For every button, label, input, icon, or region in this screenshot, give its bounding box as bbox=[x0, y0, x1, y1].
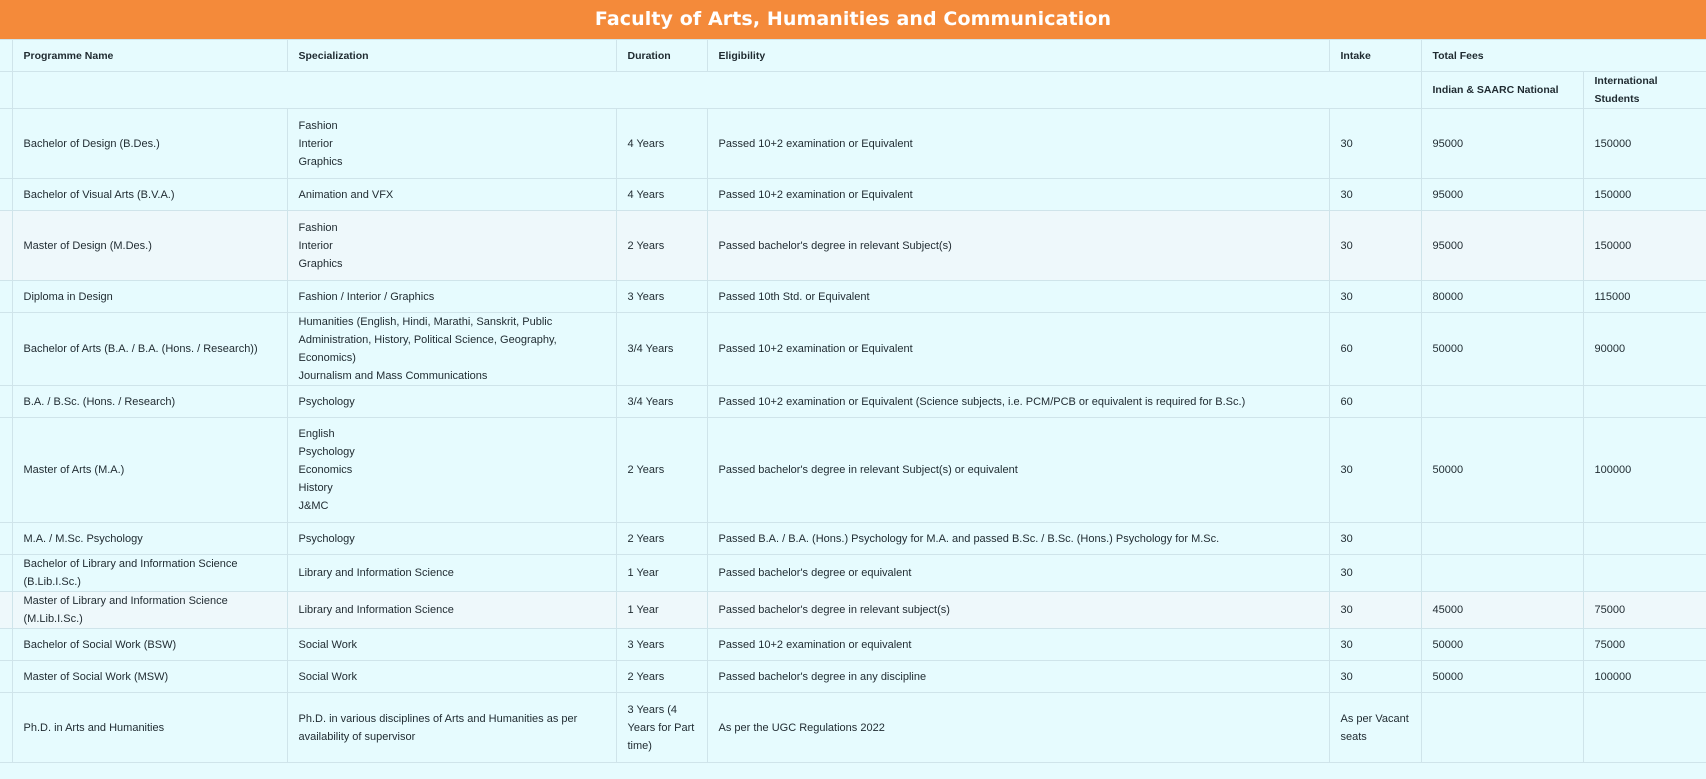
table-row bbox=[0, 661, 1706, 693]
duration: 3 Years (4 Years for Part time) bbox=[616, 693, 707, 763]
fee-international bbox=[1583, 693, 1706, 763]
eligibility: Passed bachelor's degree or equivalent bbox=[707, 555, 1329, 592]
row-gutter bbox=[0, 40, 12, 72]
fee-international: 150000 bbox=[1583, 211, 1706, 281]
specialization: Fashion Interior Graphics bbox=[287, 211, 616, 281]
eligibility: As per the UGC Regulations 2022 bbox=[707, 693, 1329, 763]
footer-strip bbox=[0, 763, 1706, 779]
programme-name: Bachelor of Design (B.Des.) bbox=[12, 109, 287, 179]
eligibility: Passed 10th Std. or Equivalent bbox=[707, 281, 1329, 313]
intake: 30 bbox=[1329, 523, 1421, 555]
specialization: Psychology bbox=[287, 386, 616, 418]
eligibility: Passed 10+2 examination or Equivalent bbox=[707, 179, 1329, 211]
fee-indian: 50000 bbox=[1421, 661, 1583, 693]
fee-international: 100000 bbox=[1583, 661, 1706, 693]
table-row bbox=[0, 555, 1706, 592]
duration: 3 Years bbox=[616, 281, 707, 313]
eligibility: Passed bachelor's degree in relevant subject(s) bbox=[707, 592, 1329, 629]
intake: 30 bbox=[1329, 281, 1421, 313]
table-row bbox=[0, 592, 1706, 629]
specialization: Social Work bbox=[287, 661, 616, 693]
duration: 1 Year bbox=[616, 592, 707, 629]
programme-name: Master of Social Work (MSW) bbox=[12, 661, 287, 693]
fee-indian bbox=[1421, 523, 1583, 555]
duration: 2 Years bbox=[616, 418, 707, 523]
fee-international: 100000 bbox=[1583, 418, 1706, 523]
fee-indian: 95000 bbox=[1421, 109, 1583, 179]
fee-indian bbox=[1421, 693, 1583, 763]
fee-indian: 95000 bbox=[1421, 211, 1583, 281]
specialization: Social Work bbox=[287, 629, 616, 661]
duration: 2 Years bbox=[616, 211, 707, 281]
fee-international: 90000 bbox=[1583, 313, 1706, 386]
specialization: English Psychology Economics History J&MC bbox=[287, 418, 616, 523]
subheader-row bbox=[0, 72, 1706, 109]
header-indian-saarc: Indian & SAARC National bbox=[1421, 72, 1583, 109]
specialization: Ph.D. in various disciplines of Arts and Humanities as per availability of supervisor bbox=[287, 693, 616, 763]
table-row bbox=[0, 693, 1706, 763]
duration: 2 Years bbox=[616, 523, 707, 555]
intake: 30 bbox=[1329, 179, 1421, 211]
programme-name: Bachelor of Social Work (BSW) bbox=[12, 629, 287, 661]
intake: 30 bbox=[1329, 418, 1421, 523]
header-specialization: Specialization bbox=[287, 40, 616, 72]
row-gutter bbox=[0, 72, 12, 109]
eligibility: Passed 10+2 examination or Equivalent bbox=[707, 313, 1329, 386]
programme-table bbox=[0, 39, 1706, 763]
eligibility: Passed 10+2 examination or equivalent bbox=[707, 629, 1329, 661]
duration: 1 Year bbox=[616, 555, 707, 592]
subheader-blank bbox=[12, 72, 1421, 109]
table-row bbox=[0, 313, 1706, 386]
header-programme: Programme Name bbox=[12, 40, 287, 72]
programme-name: Master of Design (M.Des.) bbox=[12, 211, 287, 281]
programme-name: Master of Library and Information Science (M.Lib.I.Sc.) bbox=[12, 592, 287, 629]
table-row bbox=[0, 179, 1706, 211]
fee-indian: 50000 bbox=[1421, 629, 1583, 661]
duration: 3 Years bbox=[616, 629, 707, 661]
intake: 30 bbox=[1329, 661, 1421, 693]
fee-international: 150000 bbox=[1583, 109, 1706, 179]
table-row bbox=[0, 211, 1706, 281]
table-row bbox=[0, 386, 1706, 418]
duration: 4 Years bbox=[616, 179, 707, 211]
fee-indian: 95000 bbox=[1421, 179, 1583, 211]
programme-name: Bachelor of Library and Information Science (B.Lib.I.Sc.) bbox=[12, 555, 287, 592]
table-row bbox=[0, 629, 1706, 661]
programme-name: Master of Arts (M.A.) bbox=[12, 418, 287, 523]
header-intake: Intake bbox=[1329, 40, 1421, 72]
fee-international: 75000 bbox=[1583, 629, 1706, 661]
intake: 30 bbox=[1329, 629, 1421, 661]
fee-international: 115000 bbox=[1583, 281, 1706, 313]
fee-international: 75000 bbox=[1583, 592, 1706, 629]
duration: 2 Years bbox=[616, 661, 707, 693]
table-row bbox=[0, 109, 1706, 179]
faculty-title-banner: Faculty of Arts, Humanities and Communication bbox=[0, 0, 1706, 39]
fee-international bbox=[1583, 523, 1706, 555]
programme-name: Diploma in Design bbox=[12, 281, 287, 313]
specialization: Fashion / Interior / Graphics bbox=[287, 281, 616, 313]
programme-name: Ph.D. in Arts and Humanities bbox=[12, 693, 287, 763]
intake: 30 bbox=[1329, 109, 1421, 179]
duration: 3/4 Years bbox=[616, 313, 707, 386]
fee-indian: 50000 bbox=[1421, 313, 1583, 386]
specialization: Fashion Interior Graphics bbox=[287, 109, 616, 179]
specialization: Library and Information Science bbox=[287, 592, 616, 629]
header-duration: Duration bbox=[616, 40, 707, 72]
specialization: Humanities (English, Hindi, Marathi, Sanskrit, Public Administration, History, Political Science, Geography, Economics) Journalism and Mass Communications bbox=[287, 313, 616, 386]
eligibility: Passed 10+2 examination or Equivalent bbox=[707, 109, 1329, 179]
intake: 30 bbox=[1329, 592, 1421, 629]
intake: 60 bbox=[1329, 313, 1421, 386]
programme-name: M.A. / M.Sc. Psychology bbox=[12, 523, 287, 555]
fee-indian: 80000 bbox=[1421, 281, 1583, 313]
intake: As per Vacant seats bbox=[1329, 693, 1421, 763]
intake: 30 bbox=[1329, 555, 1421, 592]
intake: 60 bbox=[1329, 386, 1421, 418]
programme-name: Bachelor of Visual Arts (B.V.A.) bbox=[12, 179, 287, 211]
fee-indian: 50000 bbox=[1421, 418, 1583, 523]
fee-international bbox=[1583, 555, 1706, 592]
duration: 3/4 Years bbox=[616, 386, 707, 418]
fee-international: 150000 bbox=[1583, 179, 1706, 211]
header-row bbox=[0, 40, 1706, 72]
fee-indian bbox=[1421, 555, 1583, 592]
table-row bbox=[0, 418, 1706, 523]
programme-name: B.A. / B.Sc. (Hons. / Research) bbox=[12, 386, 287, 418]
specialization: Psychology bbox=[287, 523, 616, 555]
table-row bbox=[0, 523, 1706, 555]
fee-international bbox=[1583, 386, 1706, 418]
eligibility: Passed bachelor's degree in relevant Subject(s) bbox=[707, 211, 1329, 281]
duration: 4 Years bbox=[616, 109, 707, 179]
specialization: Library and Information Science bbox=[287, 555, 616, 592]
eligibility: Passed 10+2 examination or Equivalent (Science subjects, i.e. PCM/PCB or equivalent is required for B.Sc.) bbox=[707, 386, 1329, 418]
table-row bbox=[0, 281, 1706, 313]
eligibility: Passed bachelor's degree in relevant Subject(s) or equivalent bbox=[707, 418, 1329, 523]
fee-indian bbox=[1421, 386, 1583, 418]
intake: 30 bbox=[1329, 211, 1421, 281]
header-international: International Students bbox=[1583, 72, 1706, 109]
programme-name: Bachelor of Arts (B.A. / B.A. (Hons. / Research)) bbox=[12, 313, 287, 386]
header-total-fees: Total Fees bbox=[1421, 40, 1706, 72]
fee-indian: 45000 bbox=[1421, 592, 1583, 629]
eligibility: Passed bachelor's degree in any discipline bbox=[707, 661, 1329, 693]
specialization: Animation and VFX bbox=[287, 179, 616, 211]
header-eligibility: Eligibility bbox=[707, 40, 1329, 72]
eligibility: Passed B.A. / B.A. (Hons.) Psychology for M.A. and passed B.Sc. / B.Sc. (Hons.) Psychology for M.Sc. bbox=[707, 523, 1329, 555]
